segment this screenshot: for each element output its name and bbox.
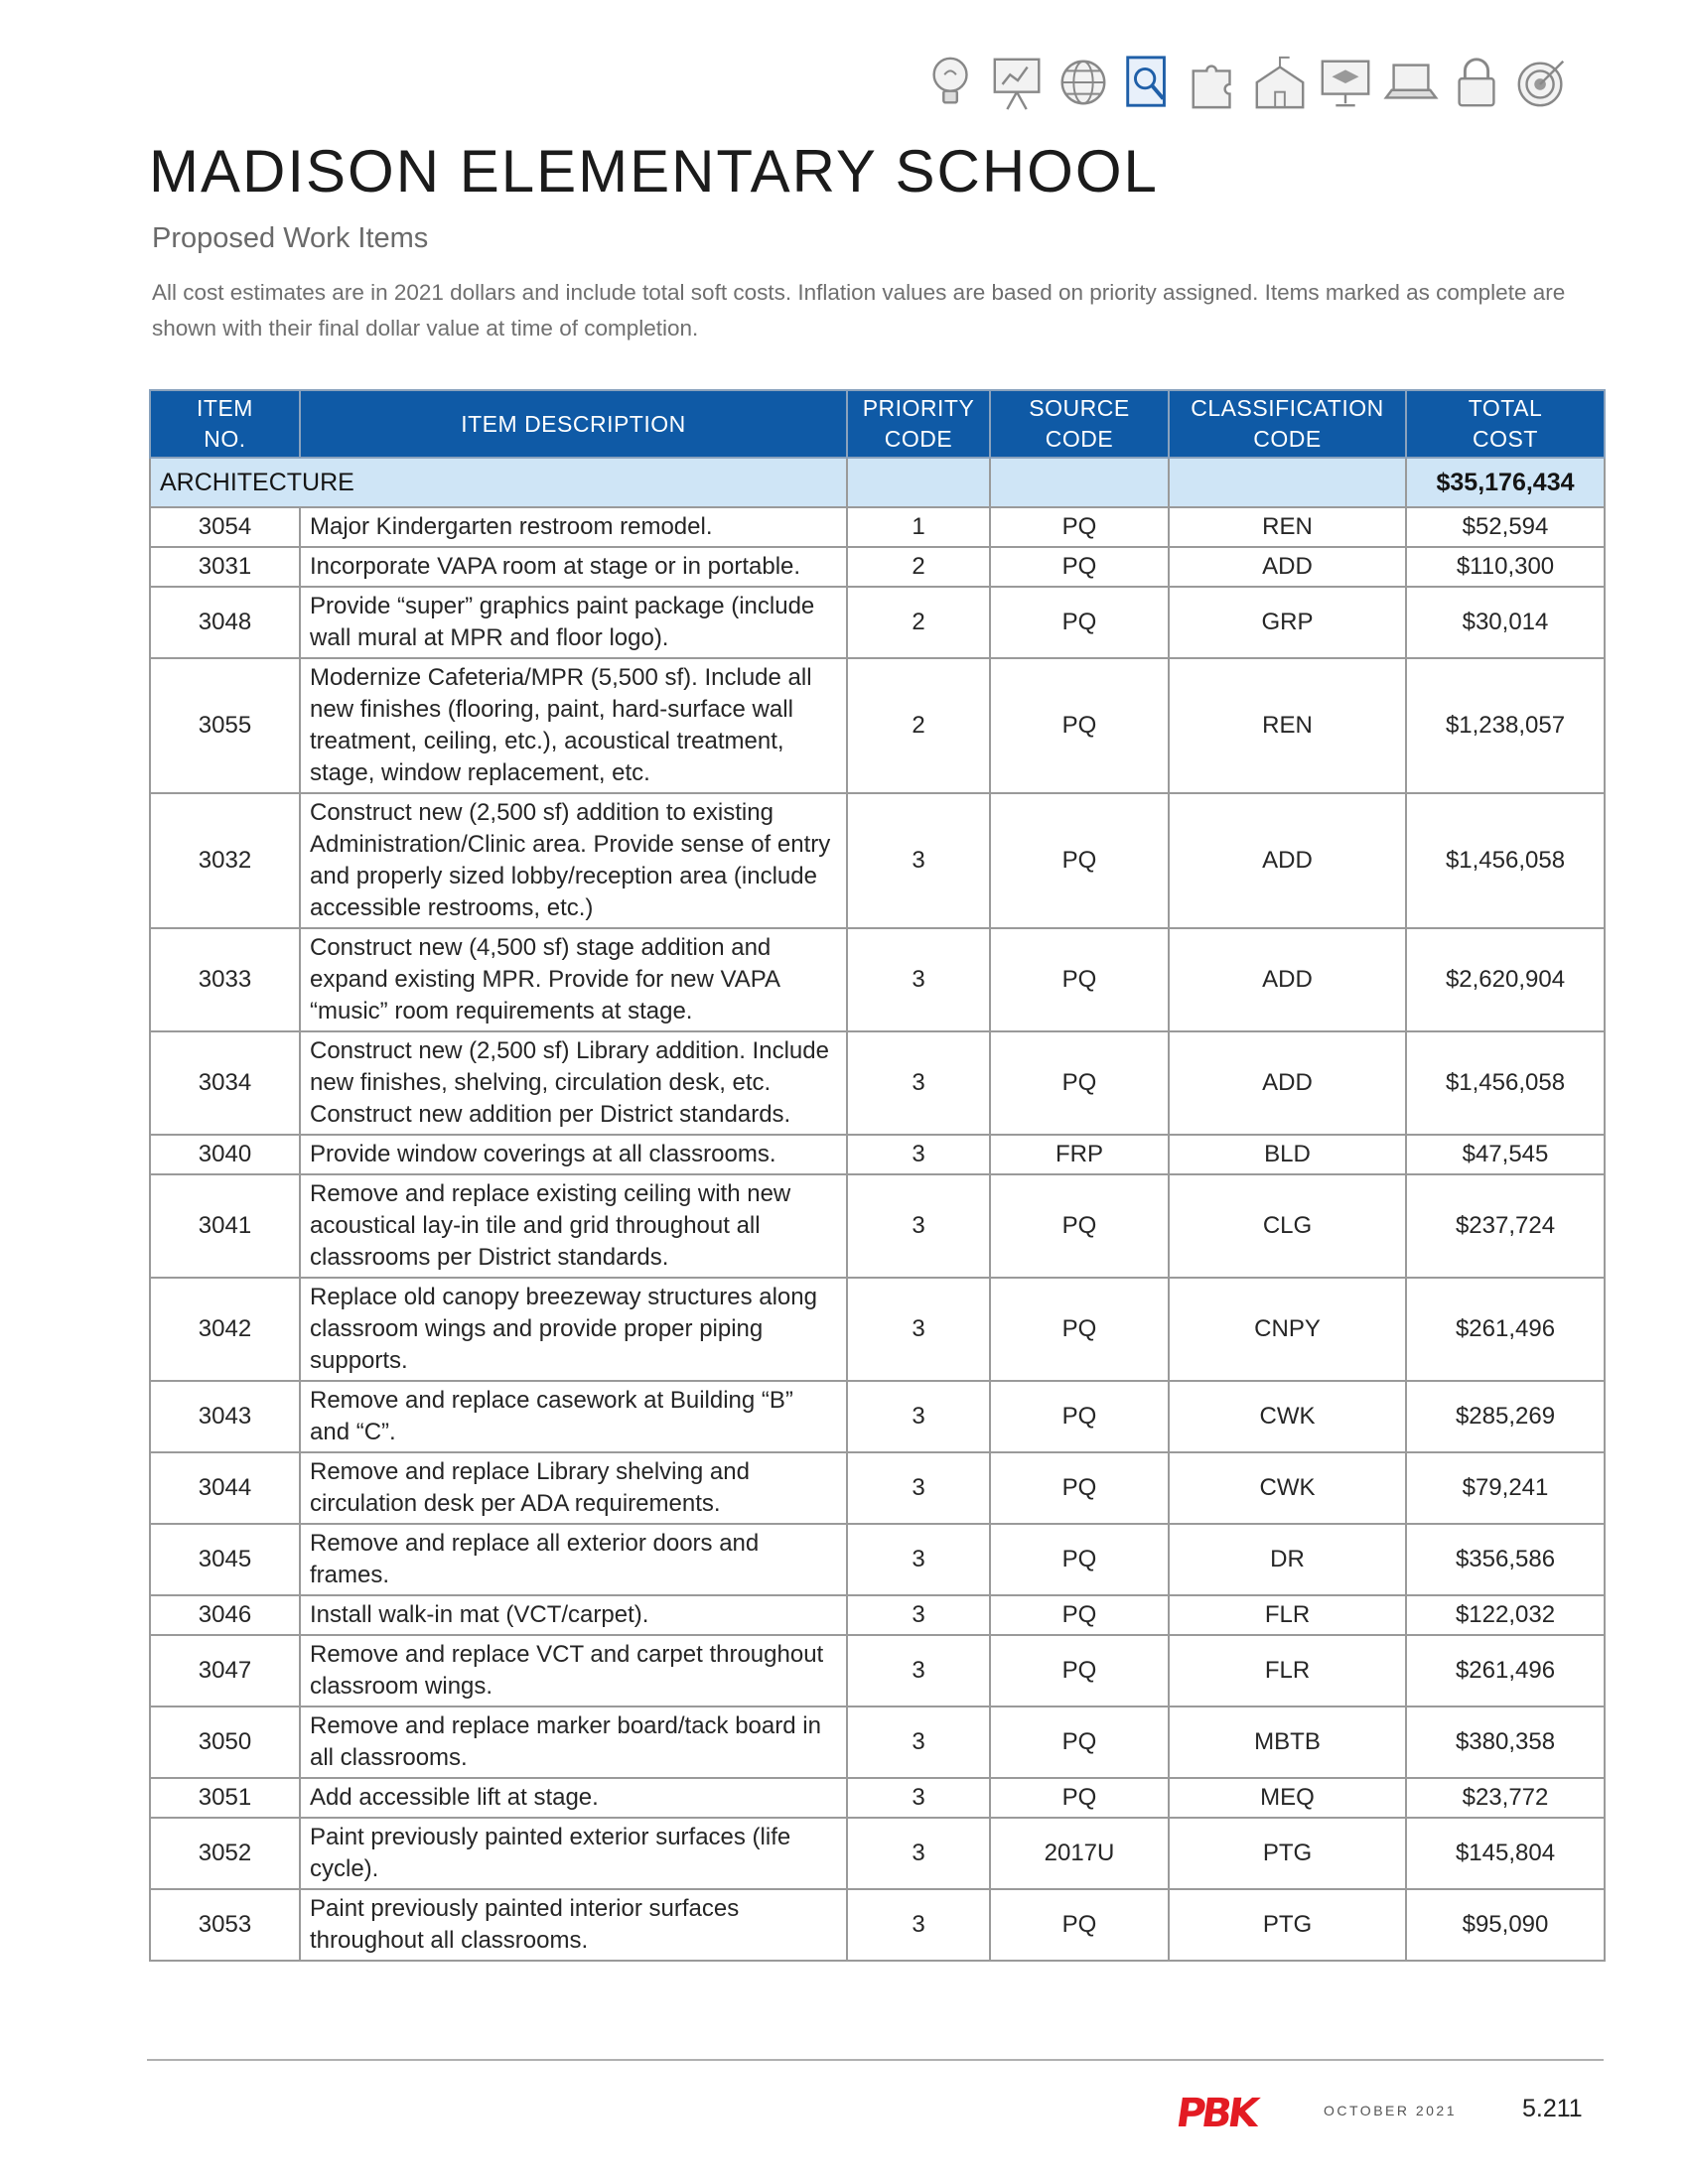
intro-paragraph: All cost estimates are in 2021 dollars and include total soft costs. Inflation values are based on priority assigned. Items marked as complete are shown with their final dollar value at time of completion.: [152, 280, 1566, 341]
total-cost-cell: $122,032: [1406, 1595, 1605, 1635]
item-number-cell: 3044: [150, 1452, 300, 1524]
classification-code-cell: CNPY: [1169, 1278, 1406, 1381]
item-number-cell: 3050: [150, 1706, 300, 1778]
school-building-icon: [1251, 52, 1309, 113]
source-code-cell: 2017U: [990, 1818, 1169, 1889]
item-description-cell: Construct new (2,500 sf) Library addition. Include new finishes, shelving, circulation desk, etc. Construct new addition per District standards.: [300, 1031, 847, 1135]
total-cost-cell: $30,014: [1406, 587, 1605, 658]
classification-code-cell: CLG: [1169, 1174, 1406, 1278]
total-cost-cell: $1,238,057: [1406, 658, 1605, 793]
priority-code-cell: 3: [847, 928, 990, 1031]
item-number-cell: 3041: [150, 1174, 300, 1278]
item-number-cell: 3045: [150, 1524, 300, 1595]
classification-code-cell: PTG: [1169, 1818, 1406, 1889]
classification-code-cell: MEQ: [1169, 1778, 1406, 1818]
item-description-cell: Construct new (2,500 sf) addition to existing Administration/Clinic area. Provide sense of entry and properly sized lobby/reception area (include accessible restrooms, etc.): [300, 793, 847, 928]
header-item-description: ITEM DESCRIPTION: [300, 390, 847, 458]
table-row: [150, 658, 1605, 793]
classification-code-cell: ADD: [1169, 793, 1406, 928]
table-row: [150, 1889, 1605, 1961]
item-number-cell: 3052: [150, 1818, 300, 1889]
classification-code-cell: DR: [1169, 1524, 1406, 1595]
puzzle-pieces-icon: [1186, 52, 1243, 113]
lightbulb-icon: [923, 52, 981, 113]
globe-icon: [1055, 52, 1112, 113]
total-cost-cell: $47,545: [1406, 1135, 1605, 1174]
header-icon-strip: [923, 52, 1609, 121]
item-number-cell: 3055: [150, 658, 300, 793]
source-code-cell: PQ: [990, 507, 1169, 547]
priority-code-cell: 3: [847, 1174, 990, 1278]
item-number-cell: 3047: [150, 1635, 300, 1706]
priority-code-cell: 3: [847, 1595, 990, 1635]
item-number-cell: 3046: [150, 1595, 300, 1635]
source-code-cell: PQ: [990, 1778, 1169, 1818]
source-code-cell: PQ: [990, 1452, 1169, 1524]
classification-code-cell: REN: [1169, 658, 1406, 793]
item-description-cell: Remove and replace casework at Building “B” and “C”.: [300, 1381, 847, 1452]
section-name: ARCHITECTURE: [150, 458, 847, 507]
priority-code-cell: 3: [847, 793, 990, 928]
item-description-cell: Construct new (4,500 sf) stage addition and expand existing MPR. Provide for new VAPA “music” room requirements at stage.: [300, 928, 847, 1031]
priority-code-cell: 3: [847, 1031, 990, 1135]
header-priority-code: PRIORITY CODE: [847, 390, 990, 458]
padlock-icon: [1448, 52, 1505, 113]
table-row: [150, 1778, 1605, 1818]
priority-code-cell: 3: [847, 1278, 990, 1381]
classification-code-cell: PTG: [1169, 1889, 1406, 1961]
header-classification-code: CLASSIFICATION CODE: [1169, 390, 1406, 458]
section-total-cost: $35,176,434: [1406, 458, 1605, 507]
source-code-cell: PQ: [990, 587, 1169, 658]
page-number: 5.211: [1522, 2095, 1583, 2122]
item-number-cell: 3034: [150, 1031, 300, 1135]
total-cost-cell: $110,300: [1406, 547, 1605, 587]
table-row: [150, 1031, 1605, 1135]
table-row: [150, 547, 1605, 587]
priority-code-cell: 3: [847, 1706, 990, 1778]
source-code-cell: PQ: [990, 547, 1169, 587]
total-cost-cell: $261,496: [1406, 1278, 1605, 1381]
priority-code-cell: 3: [847, 1135, 990, 1174]
header-source-code: SOURCE CODE: [990, 390, 1169, 458]
item-number-cell: 3053: [150, 1889, 300, 1961]
item-description-cell: Incorporate VAPA room at stage or in portable.: [300, 547, 847, 587]
item-number-cell: 3031: [150, 547, 300, 587]
classification-code-cell: REN: [1169, 507, 1406, 547]
total-cost-cell: $237,724: [1406, 1174, 1605, 1278]
item-description-cell: Replace old canopy breezeway structures along classroom wings and provide proper piping supports.: [300, 1278, 847, 1381]
footer-divider: [147, 2059, 1604, 2061]
item-number-cell: 3054: [150, 507, 300, 547]
total-cost-cell: $52,594: [1406, 507, 1605, 547]
priority-code-cell: 3: [847, 1889, 990, 1961]
item-description-cell: Remove and replace existing ceiling with new acoustical lay-in tile and grid throughout all classrooms per District standards.: [300, 1174, 847, 1278]
header-total-cost: TOTAL COST: [1406, 390, 1605, 458]
item-description-cell: Remove and replace marker board/tack board in all classrooms.: [300, 1706, 847, 1778]
document-magnifier-icon: [1120, 52, 1178, 113]
pbk-logo: PBK: [1173, 2091, 1259, 2136]
classification-code-cell: CWK: [1169, 1381, 1406, 1452]
item-description-cell: Remove and replace VCT and carpet throughout classroom wings.: [300, 1635, 847, 1706]
item-description-cell: Add accessible lift at stage.: [300, 1778, 847, 1818]
priority-code-cell: 2: [847, 658, 990, 793]
section-empty-cell: [1169, 458, 1406, 507]
priority-code-cell: 3: [847, 1524, 990, 1595]
source-code-cell: PQ: [990, 793, 1169, 928]
section-empty-cell: [990, 458, 1169, 507]
total-cost-cell: $261,496: [1406, 1635, 1605, 1706]
target-icon: [1513, 52, 1571, 113]
item-number-cell: 3033: [150, 928, 300, 1031]
table-row: [150, 1635, 1605, 1706]
table-row: [150, 928, 1605, 1031]
table-row: [150, 507, 1605, 547]
priority-code-cell: 3: [847, 1818, 990, 1889]
item-number-cell: 3042: [150, 1278, 300, 1381]
priority-code-cell: 3: [847, 1381, 990, 1452]
classification-code-cell: GRP: [1169, 587, 1406, 658]
source-code-cell: PQ: [990, 1706, 1169, 1778]
section-row-architecture: [150, 458, 1605, 507]
source-code-cell: PQ: [990, 1174, 1169, 1278]
priority-code-cell: 1: [847, 507, 990, 547]
total-cost-cell: $95,090: [1406, 1889, 1605, 1961]
source-code-cell: PQ: [990, 1595, 1169, 1635]
table-row: [150, 587, 1605, 658]
table-row: [150, 1706, 1605, 1778]
table-row: [150, 1524, 1605, 1595]
item-description-cell: Remove and replace all exterior doors and frames.: [300, 1524, 847, 1595]
item-number-cell: 3051: [150, 1778, 300, 1818]
table-row: [150, 1452, 1605, 1524]
table-row: [150, 1381, 1605, 1452]
classification-code-cell: ADD: [1169, 1031, 1406, 1135]
item-number-cell: 3040: [150, 1135, 300, 1174]
total-cost-cell: $1,456,058: [1406, 1031, 1605, 1135]
graduation-monitor-icon: [1317, 52, 1374, 113]
table-row: [150, 1135, 1605, 1174]
laptop-icon: [1382, 52, 1440, 113]
classification-code-cell: CWK: [1169, 1452, 1406, 1524]
item-number-cell: 3032: [150, 793, 300, 928]
priority-code-cell: 3: [847, 1635, 990, 1706]
item-number-cell: 3043: [150, 1381, 300, 1452]
total-cost-cell: $79,241: [1406, 1452, 1605, 1524]
source-code-cell: FRP: [990, 1135, 1169, 1174]
source-code-cell: PQ: [990, 1278, 1169, 1381]
table-row: [150, 1174, 1605, 1278]
page-subtitle: Proposed Work Items: [152, 222, 429, 254]
source-code-cell: PQ: [990, 1031, 1169, 1135]
classification-code-cell: ADD: [1169, 547, 1406, 587]
source-code-cell: PQ: [990, 1635, 1169, 1706]
classification-code-cell: FLR: [1169, 1595, 1406, 1635]
item-description-cell: Remove and replace Library shelving and circulation desk per ADA requirements.: [300, 1452, 847, 1524]
priority-code-cell: 3: [847, 1778, 990, 1818]
total-cost-cell: $23,772: [1406, 1778, 1605, 1818]
section-empty-cell: [847, 458, 990, 507]
priority-code-cell: 3: [847, 1452, 990, 1524]
total-cost-cell: $356,586: [1406, 1524, 1605, 1595]
work-items-table: [149, 389, 1606, 1962]
classification-code-cell: BLD: [1169, 1135, 1406, 1174]
classification-code-cell: MBTB: [1169, 1706, 1406, 1778]
source-code-cell: PQ: [990, 1889, 1169, 1961]
item-number-cell: 3048: [150, 587, 300, 658]
page-title: MADISON ELEMENTARY SCHOOL: [149, 138, 1159, 205]
source-code-cell: PQ: [990, 928, 1169, 1031]
total-cost-cell: $1,456,058: [1406, 793, 1605, 928]
header-item-no: ITEM NO.: [150, 390, 300, 458]
source-code-cell: PQ: [990, 1381, 1169, 1452]
classification-code-cell: FLR: [1169, 1635, 1406, 1706]
item-description-cell: Provide “super” graphics paint package (include wall mural at MPR and floor logo).: [300, 587, 847, 658]
item-description-cell: Modernize Cafeteria/MPR (5,500 sf). Include all new finishes (flooring, paint, hard-surface wall treatment, ceiling, etc.), acoustical treatment, stage, window replacement, etc.: [300, 658, 847, 793]
table-header-row: [150, 390, 1605, 458]
item-description-cell: Paint previously painted interior surfaces throughout all classrooms.: [300, 1889, 847, 1961]
item-description-cell: Major Kindergarten restroom remodel.: [300, 507, 847, 547]
footer-date: OCTOBER 2021: [1324, 2103, 1458, 2118]
item-description-cell: Paint previously painted exterior surfaces (life cycle).: [300, 1818, 847, 1889]
source-code-cell: PQ: [990, 1524, 1169, 1595]
item-description-cell: Install walk-in mat (VCT/carpet).: [300, 1595, 847, 1635]
table-row: [150, 1278, 1605, 1381]
total-cost-cell: $285,269: [1406, 1381, 1605, 1452]
table-row: [150, 1818, 1605, 1889]
table-row: [150, 793, 1605, 928]
classification-code-cell: ADD: [1169, 928, 1406, 1031]
total-cost-cell: $2,620,904: [1406, 928, 1605, 1031]
priority-code-cell: 2: [847, 547, 990, 587]
table-row: [150, 1595, 1605, 1635]
total-cost-cell: $145,804: [1406, 1818, 1605, 1889]
priority-code-cell: 2: [847, 587, 990, 658]
item-description-cell: Provide window coverings at all classrooms.: [300, 1135, 847, 1174]
total-cost-cell: $380,358: [1406, 1706, 1605, 1778]
presentation-board-icon: [989, 52, 1047, 113]
source-code-cell: PQ: [990, 658, 1169, 793]
